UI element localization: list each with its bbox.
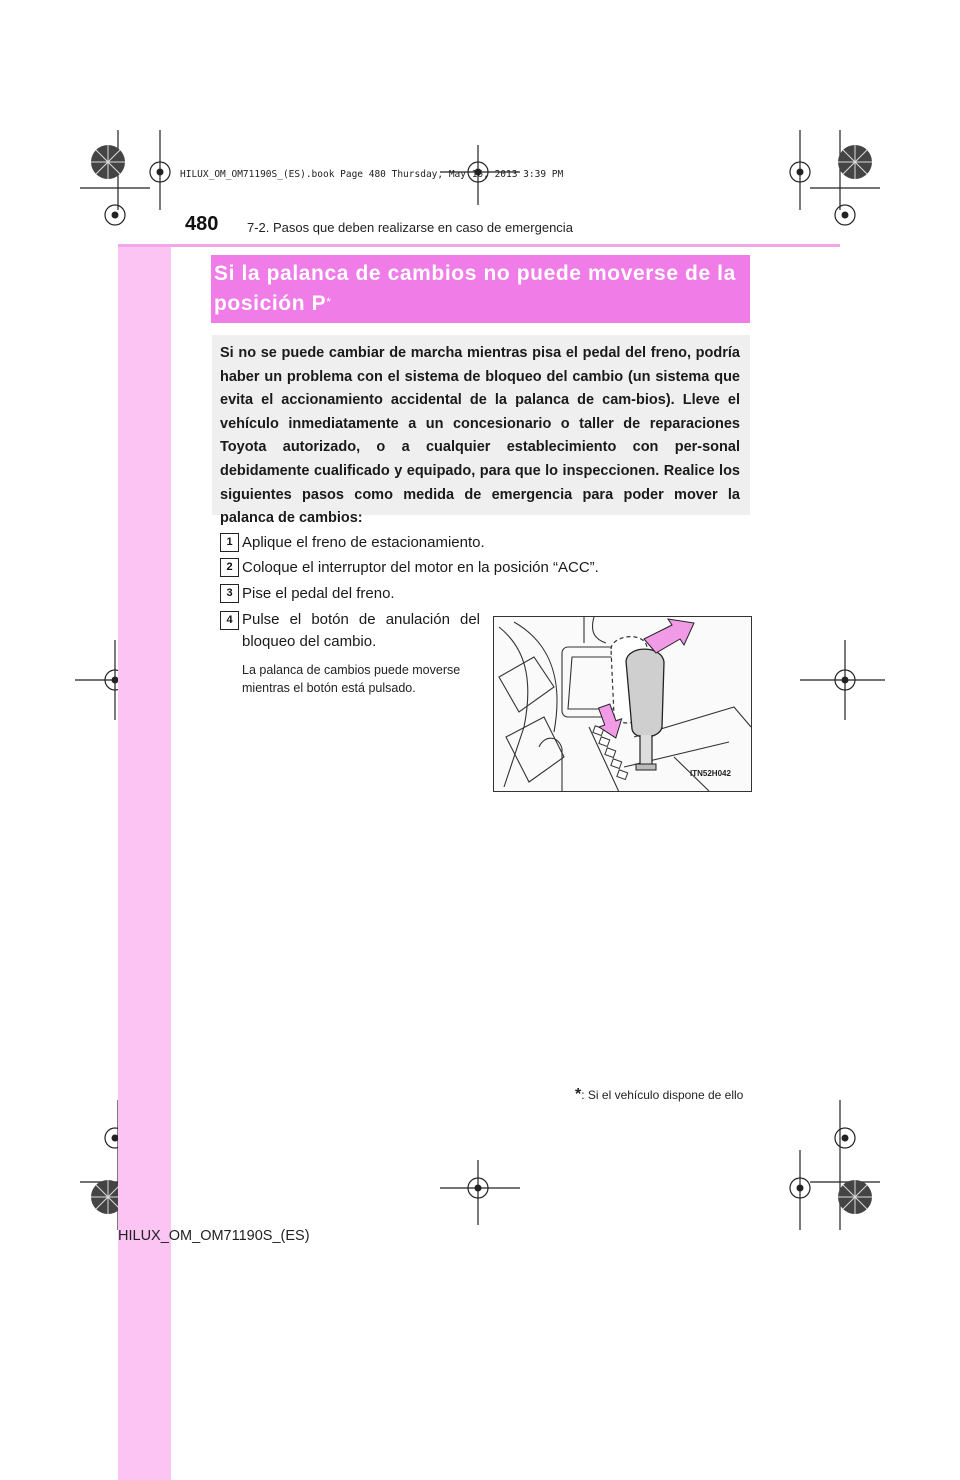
step-4-note: La palanca de cambios puede moverse mientras el botón está pulsado. bbox=[242, 663, 461, 695]
figure-code: ITN52H042 bbox=[690, 769, 731, 778]
intro-text: Si no se puede cambiar de marcha mientras pisa el pedal del freno, podría haber un problema con el sistema de bloqueo del cambio (un sistema que evita el accionamiento accidental de la palanca de cam-bios). Lleve el vehículo inmediatamente a un concesionario o taller de reparaciones Toyota autorizado, o a cualquier establecimiento con per-sonal debidamente cualificado y equipado, para que lo inspeccionen. Realice los siguientes pasos como medida de emergencia para poder mover la palanca de cambios: bbox=[220, 345, 740, 527]
step-number-4: 4 bbox=[220, 611, 239, 630]
step-text-2: Coloque el interruptor del motor en la posición “ACC”. bbox=[242, 559, 599, 576]
chapter-side-strip bbox=[118, 245, 171, 1480]
step-number-1: 1 bbox=[220, 533, 239, 552]
step-text-1: Aplique el freno de estacionamiento. bbox=[242, 534, 485, 551]
step-number-2: 2 bbox=[220, 558, 239, 577]
step-text-3: Pise el pedal del freno. bbox=[242, 585, 395, 602]
footnote-marker: * bbox=[575, 1086, 582, 1103]
shift-lever-icon bbox=[494, 617, 751, 791]
page-number: 480 bbox=[185, 213, 219, 235]
footer-code: HILUX_OM_OM71190S_(ES) bbox=[118, 1228, 310, 1244]
book-info: HILUX_OM_OM71190S_(ES).book Page 480 Thursday, May 16, 2013 3:39 PM bbox=[180, 169, 564, 180]
shift-lever-illustration bbox=[493, 616, 752, 792]
section-title bbox=[214, 259, 749, 319]
step-text-4: Pulse el botón de anulación del bloqueo del cambio. bbox=[242, 611, 480, 650]
step-number-3: 3 bbox=[220, 584, 239, 603]
footnote bbox=[575, 1087, 743, 1105]
footnote-text: : Si el vehículo dispone de ello bbox=[581, 1088, 744, 1103]
chapter-title: 7-2. Pasos que deben realizarse en caso de emergencia bbox=[247, 220, 573, 235]
header-rule bbox=[118, 244, 840, 247]
section-title-text: Si la palanca de cambios no puede moverse de la posición P bbox=[214, 262, 736, 315]
section-title-marker: * bbox=[326, 295, 332, 309]
